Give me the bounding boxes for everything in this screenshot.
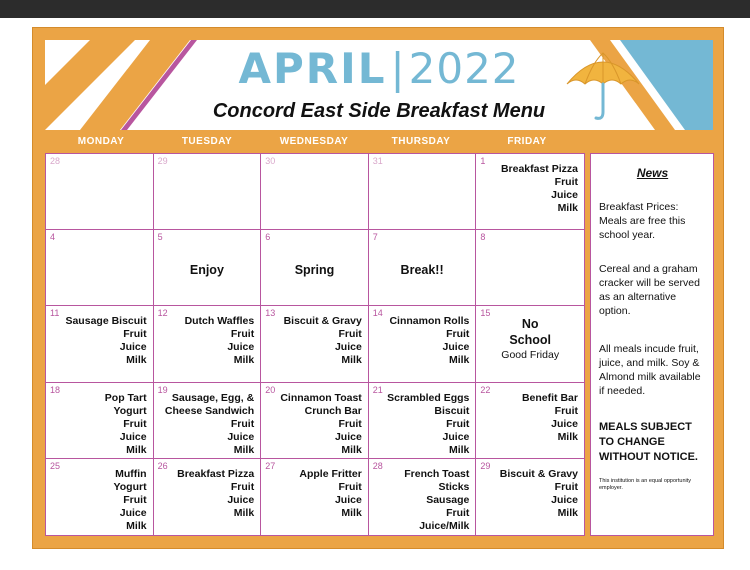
menu-item: Cinnamon Rolls bbox=[389, 315, 470, 328]
day-cell bbox=[369, 154, 477, 230]
menu-item: Juice bbox=[227, 430, 255, 443]
day-number: 5 bbox=[157, 232, 163, 243]
day-number: 22 bbox=[480, 384, 491, 395]
day-number: 31 bbox=[372, 156, 383, 166]
day-cell bbox=[261, 383, 369, 459]
menu-item: Breakfast Pizza bbox=[500, 163, 578, 175]
umbrella-icon bbox=[563, 44, 643, 124]
menu-list bbox=[165, 392, 254, 457]
menu-item: Sticks bbox=[438, 480, 470, 493]
menu-item: Biscuit & Gravy bbox=[283, 315, 362, 328]
menu-item: Juice bbox=[442, 430, 470, 443]
menu-item: Crunch Bar bbox=[304, 404, 362, 417]
menu-list bbox=[522, 392, 578, 444]
day-cell bbox=[154, 154, 262, 230]
day-cell bbox=[154, 459, 262, 535]
day-cell bbox=[369, 383, 477, 459]
menu-item: Milk bbox=[448, 354, 470, 367]
menu-item: Milk bbox=[126, 519, 147, 532]
day-number: 15 bbox=[480, 308, 491, 319]
menu-item: Fruit bbox=[446, 506, 470, 519]
news-title: News bbox=[636, 166, 669, 180]
day-header-wednesday: WEDNESDAY bbox=[279, 136, 349, 147]
news-fine-print: This institution is an equal opportunity employer. bbox=[599, 478, 692, 491]
menu-item: Fruit bbox=[123, 493, 147, 506]
menu-item: Fruit bbox=[554, 404, 578, 417]
menu-item: Milk bbox=[557, 430, 578, 443]
menu-list bbox=[185, 315, 255, 367]
menu-item: Juice bbox=[119, 341, 147, 354]
day-number: 7 bbox=[372, 232, 378, 243]
menu-item: Milk bbox=[341, 506, 362, 519]
menu-item: Milk bbox=[557, 202, 578, 214]
menu-item: Muffin bbox=[115, 467, 147, 480]
day-number: 27 bbox=[265, 460, 276, 471]
menu-list bbox=[280, 392, 361, 457]
menu-list bbox=[299, 468, 361, 520]
day-cell bbox=[154, 383, 262, 459]
day-number: 4 bbox=[50, 232, 56, 243]
day-number: 12 bbox=[157, 308, 168, 319]
menu-item: Fruit bbox=[230, 328, 255, 341]
spring-break-text: Spring bbox=[294, 263, 335, 278]
menu-item: Scrambled Eggs bbox=[387, 391, 470, 404]
menu-item: Sausage, Egg, & bbox=[171, 391, 255, 404]
day-cell bbox=[46, 230, 154, 306]
day-cell bbox=[476, 459, 584, 535]
day-number: 20 bbox=[265, 384, 276, 395]
menu-list bbox=[177, 468, 254, 520]
menu-item: Yogurt bbox=[113, 480, 147, 493]
day-header-monday: MONDAY bbox=[77, 136, 125, 147]
menu-item: Juice bbox=[551, 417, 578, 430]
top-bar bbox=[0, 0, 750, 18]
menu-item: Milk bbox=[448, 443, 470, 456]
menu-item: Juice bbox=[227, 493, 255, 506]
title-year: 2022 bbox=[408, 44, 520, 93]
day-number: 11 bbox=[50, 308, 60, 319]
day-number: 14 bbox=[372, 308, 383, 319]
menu-item: Benefit Bar bbox=[521, 391, 578, 404]
day-number: 19 bbox=[157, 384, 168, 395]
day-number: 21 bbox=[372, 384, 383, 395]
menu-item: Milk bbox=[126, 443, 147, 456]
day-cell bbox=[261, 230, 369, 306]
day-cell bbox=[46, 154, 154, 230]
news-paragraph: All meals incude fruit, juice, and milk. Soy & Almond milk available if needed. bbox=[599, 343, 701, 397]
subtitle: Concord East Side Breakfast Menu bbox=[212, 100, 546, 122]
day-cell bbox=[261, 306, 369, 382]
holiday-label: Good Friday bbox=[501, 349, 560, 362]
day-cell bbox=[46, 459, 154, 535]
menu-item: French Toast bbox=[404, 467, 470, 480]
menu-item: Juice bbox=[227, 341, 255, 354]
day-number: 6 bbox=[265, 232, 271, 243]
menu-item: Juice bbox=[334, 341, 362, 354]
menu-list bbox=[404, 468, 469, 533]
menu-item: Cinnamon Toast bbox=[280, 391, 362, 404]
day-cell bbox=[476, 154, 584, 230]
day-number: 1 bbox=[480, 156, 486, 166]
title-month: APRIL bbox=[238, 44, 387, 93]
day-number: 28 bbox=[372, 460, 383, 471]
menu-item: Breakfast Pizza bbox=[177, 467, 255, 480]
day-cell bbox=[476, 306, 584, 382]
menu-item: Pop Tart bbox=[104, 391, 147, 404]
menu-item: Juice bbox=[334, 430, 362, 443]
day-number: 29 bbox=[480, 460, 491, 471]
day-header-friday: FRIDAY bbox=[507, 136, 547, 147]
menu-item: Milk bbox=[126, 354, 147, 367]
no-school-notice bbox=[476, 316, 584, 362]
news-panel bbox=[590, 153, 714, 536]
menu-item: Biscuit bbox=[434, 404, 470, 417]
menu-item: Juice bbox=[551, 189, 578, 201]
menu-item: Fruit bbox=[554, 480, 578, 493]
day-cell bbox=[369, 459, 477, 535]
day-cell bbox=[154, 230, 262, 306]
menu-item: Milk bbox=[557, 506, 578, 519]
menu-item: Milk bbox=[233, 506, 255, 519]
day-cell bbox=[46, 306, 154, 382]
menu-item: Fruit bbox=[338, 328, 362, 341]
day-cell bbox=[369, 306, 477, 382]
menu-item: Sausage bbox=[426, 493, 470, 506]
menu-item: Fruit bbox=[230, 480, 255, 493]
menu-list bbox=[284, 315, 362, 367]
menu-item: Biscuit & Gravy bbox=[499, 467, 578, 480]
news-paragraph: Cereal and a graham cracker will be served as an alternative option. bbox=[599, 263, 700, 317]
spring-break-text: Enjoy bbox=[189, 263, 224, 278]
menu-item: Dutch Waffles bbox=[184, 315, 255, 328]
menu-list bbox=[387, 392, 469, 457]
day-cell bbox=[154, 306, 262, 382]
menu-item: Juice bbox=[119, 430, 147, 443]
day-number: 30 bbox=[265, 156, 276, 166]
menu-item: Juice bbox=[119, 506, 147, 519]
menu-item: Apple Fritter bbox=[299, 467, 362, 480]
menu-item: Juice bbox=[442, 341, 470, 354]
day-header-tuesday: TUESDAY bbox=[181, 136, 233, 147]
spring-break-text: Break!! bbox=[400, 263, 444, 278]
day-number: 29 bbox=[157, 156, 168, 166]
day-header-thursday: THURSDAY bbox=[391, 136, 451, 147]
day-number: 8 bbox=[480, 232, 486, 243]
menu-list bbox=[501, 163, 578, 215]
day-cell bbox=[46, 383, 154, 459]
menu-item: Milk bbox=[341, 443, 362, 456]
news-notice: MEALS SUBJECT TO CHANGE WITHOUT NOTICE. bbox=[599, 421, 698, 463]
day-cell bbox=[261, 459, 369, 535]
menu-item: Fruit bbox=[338, 480, 362, 493]
menu-list bbox=[500, 468, 578, 520]
header-banner bbox=[45, 40, 713, 130]
menu-item: Juice bbox=[334, 493, 362, 506]
menu-item: Fruit bbox=[123, 328, 147, 341]
menu-item: Juice bbox=[551, 493, 578, 506]
menu-item: Fruit bbox=[446, 417, 470, 430]
menu-item: Milk bbox=[233, 354, 255, 367]
menu-item: Milk bbox=[341, 354, 362, 367]
title-separator: | bbox=[390, 44, 405, 93]
day-number: 13 bbox=[265, 308, 276, 319]
menu-item: Milk bbox=[233, 443, 255, 456]
day-cell bbox=[369, 230, 477, 306]
calendar-grid bbox=[45, 153, 585, 536]
day-cell bbox=[261, 154, 369, 230]
menu-list bbox=[114, 468, 147, 533]
menu-list bbox=[65, 315, 146, 367]
day-cell bbox=[476, 230, 584, 306]
menu-item: Yogurt bbox=[113, 404, 147, 417]
menu-item: Juice/Milk bbox=[419, 519, 470, 532]
menu-item: Fruit bbox=[446, 328, 470, 341]
menu-list bbox=[389, 315, 469, 367]
menu-item: Fruit bbox=[554, 176, 578, 188]
menu-item: Fruit bbox=[230, 417, 255, 430]
news-paragraph: Breakfast Prices: Meals are free this school year. bbox=[599, 201, 686, 241]
day-number: 18 bbox=[50, 384, 61, 395]
menu-item: Sausage Biscuit bbox=[65, 315, 147, 328]
menu-list bbox=[105, 392, 147, 457]
day-number: 26 bbox=[157, 460, 168, 471]
menu-item: Cheese Sandwich bbox=[164, 404, 255, 417]
no-school-label: No School bbox=[509, 317, 552, 348]
day-number: 28 bbox=[50, 156, 61, 166]
day-cell bbox=[476, 383, 584, 459]
menu-item: Fruit bbox=[123, 417, 147, 430]
day-number: 25 bbox=[50, 460, 61, 471]
menu-item: Fruit bbox=[338, 417, 362, 430]
